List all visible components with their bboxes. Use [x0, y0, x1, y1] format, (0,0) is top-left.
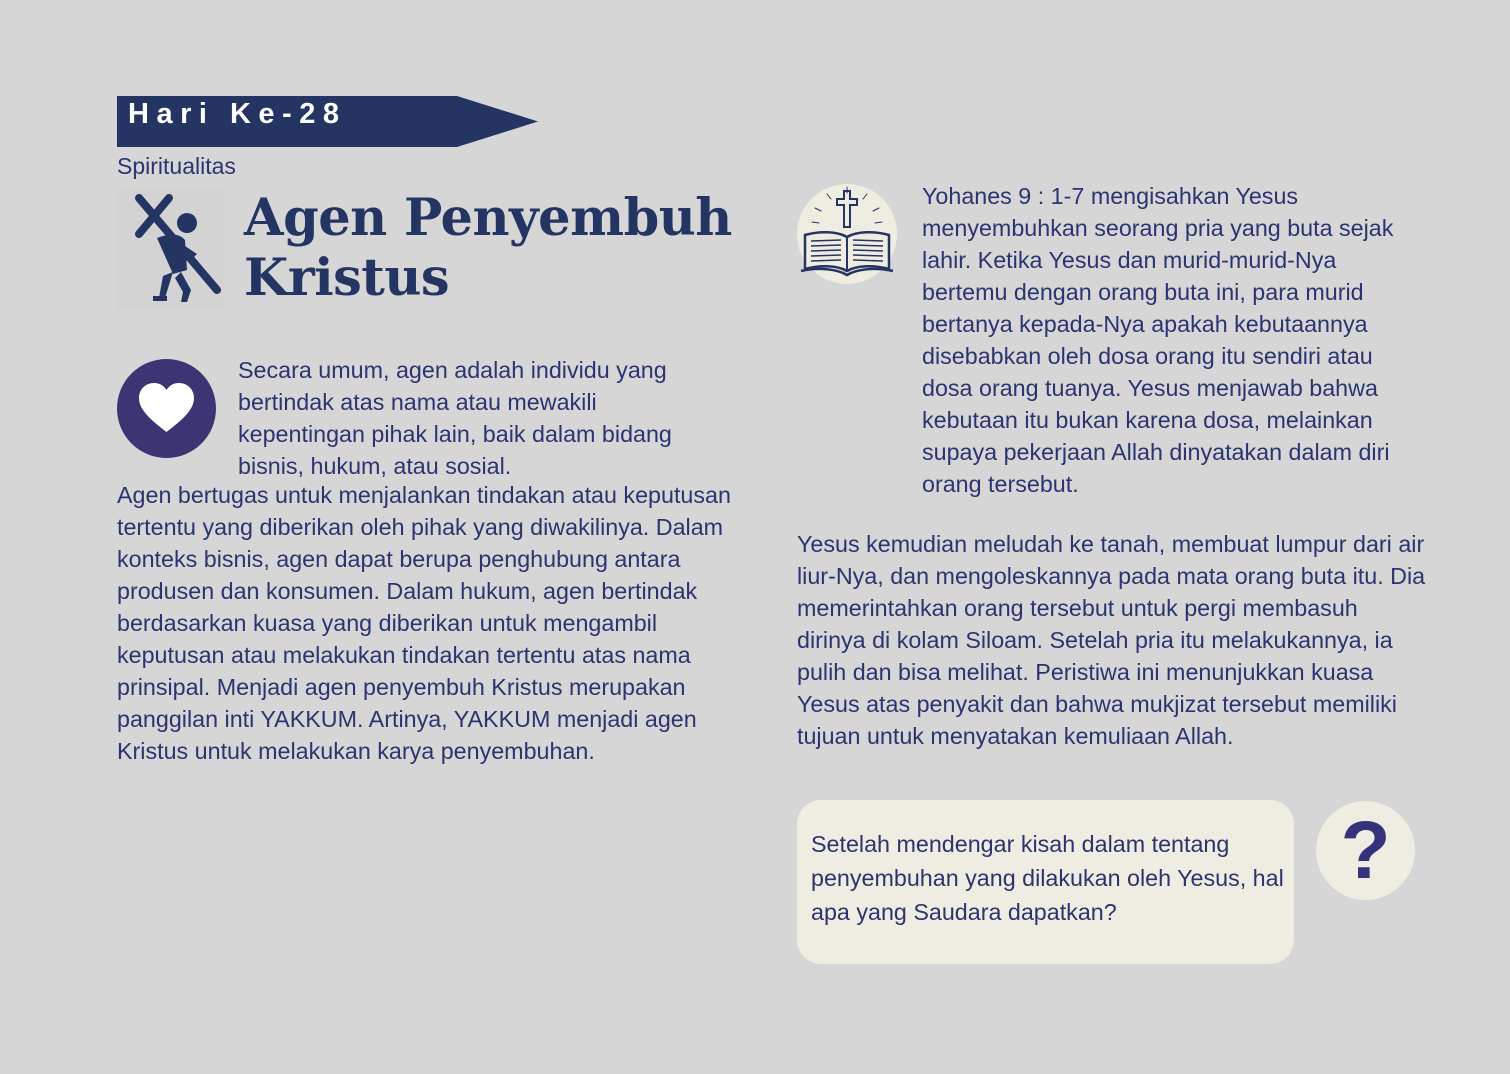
agent-paragraph: Agen bertugas untuk menjalankan tindakan atau keputusan tertentu yang diberikan oleh pihak yang diwakilinya. Dalam konteks bisnis, agen dapat berupa penghubung antara produsen dan konsumen. Dalam hukum, agen bertindak berdasarkan kuasa yang diberikan untuk mengambil keputusan atau melakukan tindakan tertentu atas nama prinsipal. Menjadi agen penyembuh Kristus merupakan panggilan inti YAKKUM. Artinya, YAKKUM menjadi agen Kristus untuk melakukan karya penyembuhan.: [117, 482, 731, 764]
title-line-1: Agen Penyembuh: [244, 188, 732, 248]
question-mark-icon: [1316, 801, 1415, 900]
day-banner: [117, 96, 538, 147]
person-carrying-cross-icon: [117, 190, 225, 308]
intro-paragraph: Secara umum, agen adalah individu yang bertindak atas nama atau mewakili kepentingan pihak lain, baik dalam bidang bisnis, hukum, atau sosial.: [238, 357, 672, 479]
page-title: [244, 188, 732, 308]
title-line-2: Kristus: [244, 248, 450, 308]
reflection-question: Setelah mendengar kisah dalam tentang penyembuhan yang dilakukan oleh Yesus, hal apa yang Saudara dapatkan?: [811, 831, 1284, 925]
reflection-question-box: [797, 800, 1294, 964]
question-mark-glyph: ?: [1340, 805, 1391, 896]
story-paragraph-1: Yohanes 9 : 1-7 mengisahkan Yesus menyembuhkan seorang pria yang buta sejak lahir. Ketika Yesus dan murid-murid-Nya bertemu dengan orang buta ini, para murid bertanya kepada-Nya apakah kebutaannya disebabkan oleh dosa orang itu sendiri atau dosa orang tuanya. Yesus menjawab bahwa kebutaan itu bukan karena dosa, melainkan supaya pekerjaan Allah dinyatakan dalam diri orang tersebut.: [922, 183, 1394, 497]
category-label: Spiritualitas: [117, 153, 236, 179]
heart-icon: [117, 359, 216, 458]
day-label: Hari Ke-28: [128, 98, 347, 130]
story-paragraph-2: Yesus kemudian meludah ke tanah, membuat lumpur dari air liur-Nya, dan mengoleskannya pada mata orang buta itu. Dia memerintahkan orang tersebut untuk pergi membasuh dirinya di kolam Siloam. Setelah pria itu melakukannya, ia pulih dan bisa melihat. Peristiwa ini menunjukkan kuasa Yesus atas penyakit dan bahwa mukjizat tersebut memiliki tujuan untuk menyatakan kemuliaan Allah.: [797, 531, 1426, 749]
open-bible-with-cross-icon: [797, 183, 897, 285]
